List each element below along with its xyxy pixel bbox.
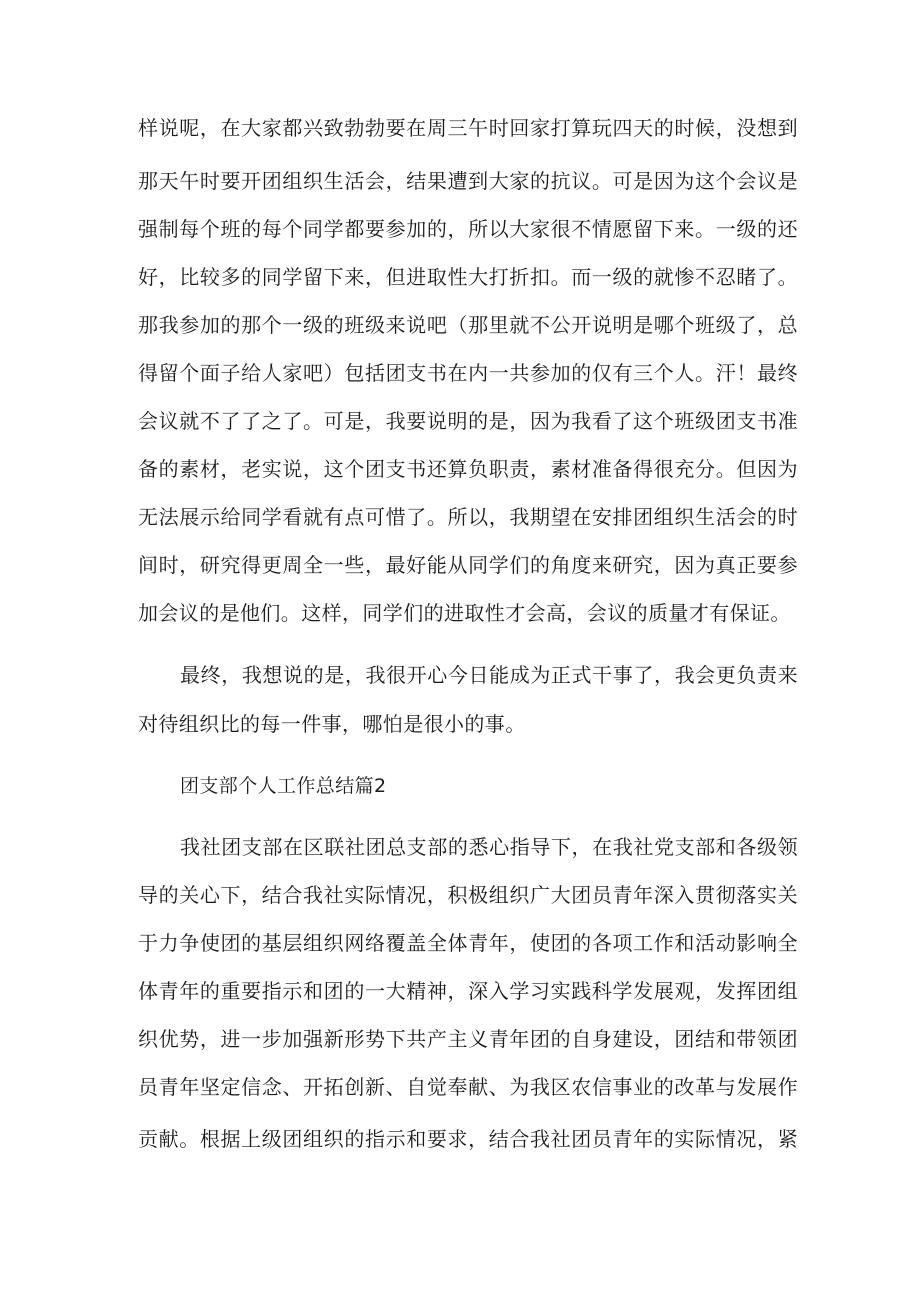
text-line: 导的关心下，结合我社实际情况，积极组织广大团员青年深入贯彻落实关: [138, 883, 798, 907]
text-line: 加会议的是他们。这样，同学们的进取性才会高，会议的质量才有保证。: [138, 601, 791, 625]
text-line: 好，比较多的同学留下来，但进取性大打折扣。而一级的就惨不忍睹了。: [138, 265, 798, 289]
text-line: 员青年坚定信念、开拓创新、自觉奉献、为我区农信事业的改革与发展作: [138, 1075, 798, 1099]
text-line: 无法展示给同学看就有点可惜了。所以，我期望在安排团组织生活会的时: [138, 505, 798, 529]
text-line: 间时，研究得更周全一些，最好能从同学们的角度来研究，因为真正要参: [138, 553, 798, 577]
text-line: 备的素材，老实说，这个团支书还算负职责，素材准备得很充分。但因为: [138, 457, 798, 481]
text-line: 得留个面子给人家吧）包括团支书在内一共参加的仅有三个人。汗！最终: [138, 361, 798, 385]
text-line: 最终，我想说的是，我很开心今日能成为正式干事了，我会更负责来: [180, 663, 798, 687]
section-heading: 团支部个人工作总结篇2: [180, 775, 387, 797]
text-line: 贡献。根据上级团组织的指示和要求，结合我社团员青年的实际情况，紧: [138, 1127, 798, 1151]
text-line: 会议就不了了之了。可是，我要说明的是，因为我看了这个班级团支书准: [138, 409, 798, 433]
text-line: 织优势，进一步加强新形势下共产主义青年团的自身建设，团结和带领团: [138, 1027, 798, 1051]
text-line: 体青年的重要指示和团的一大精神，深入学习实践科学发展观，发挥团组: [138, 979, 798, 1003]
text-line: 对待组织比的每一件事，哪怕是很小的事。: [138, 712, 526, 736]
text-line: 强制每个班的每个同学都要参加的，所以大家很不情愿留下来。一级的还: [138, 217, 798, 241]
text-line: 我社团支部在区联社团总支部的悉心指导下，在我社党支部和各级领: [180, 835, 798, 859]
text-line: 于力争使团的基层组织网络覆盖全体青年，使团的各项工作和活动影响全: [138, 931, 798, 955]
text-line: 样说呢，在大家都兴致勃勃要在周三午时回家打算玩四天的时候，没想到: [138, 116, 798, 140]
text-line: 那我参加的那个一级的班级来说吧（那里就不公开说明是哪个班级了，总: [138, 313, 798, 337]
text-line: 那天午时要开团组织生活会，结果遭到大家的抗议。可是因为这个会议是: [138, 169, 798, 193]
